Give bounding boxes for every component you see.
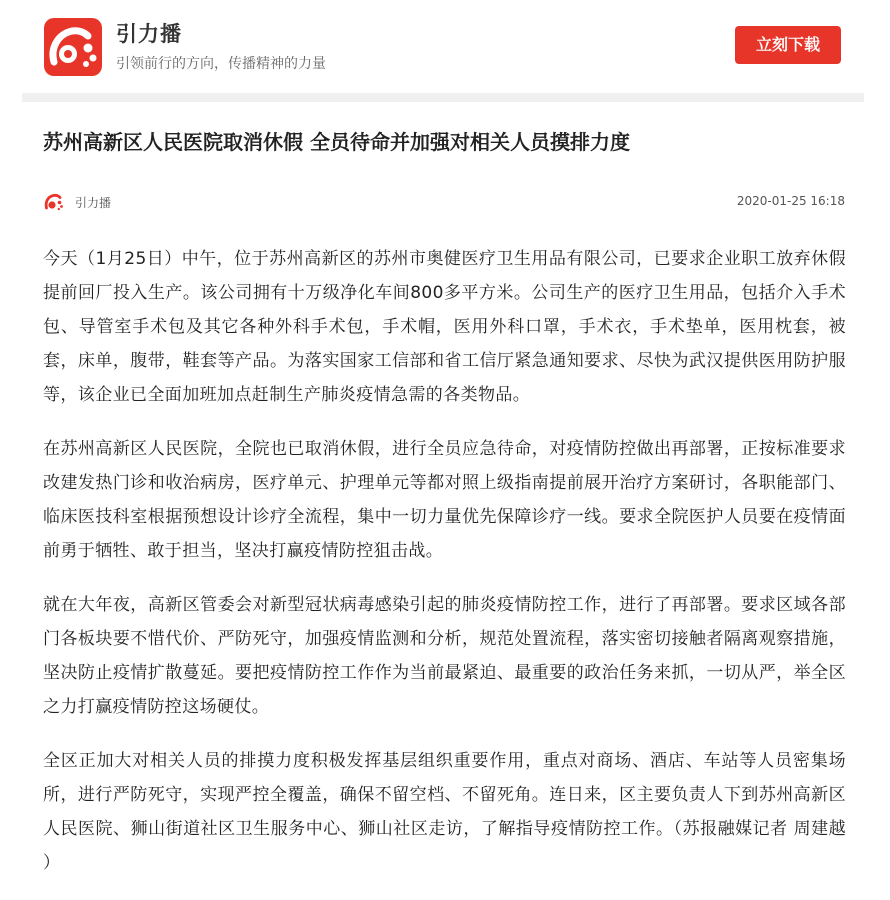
article-paragraph: 在苏州高新区人民医院，全院也已取消休假，进行全员应急待命，对疫情防控做出再部署，正按标准要求改建发热门诊和收治病房，医疗单元、护理单元等都对照上级指南提前展开治疗方案研讨，各职能部门、临床医技科室根据预想设计诊疗全流程，集中一切力量优先保障诊疗一线。要求全院医护人员要在疫情面前勇于牺牲、敢于担当，坚决打赢疫情防控狙击战。	[43, 439, 846, 561]
download-button[interactable]: 立刻下载	[735, 26, 841, 64]
brand-slogan: 引领前行的方向，传播精神的力量	[116, 56, 326, 72]
article-paragraph: 今天（1月25日）中午，位于苏州高新区的苏州市奥健医疗卫生用品有限公司，已要求企业职工放弃休假提前回厂投入生产。该公司拥有十万级净化车间800多平方米。公司生产的医疗卫生用品，包括介入手术包、导管室手术包及其它各种外科手术包，手术帽，医用外科口罩，手术衣，手术垫单，医用枕套，被套，床单，腹带，鞋套等产品。为落实国家工信部和省工信厅紧急通知要求、尽快为武汉提供医用防护服等，该企业已全面加班加点赶制生产肺炎疫情急需的各类物品。	[43, 249, 846, 405]
publish-time: 2020-01-25 16:18	[736, 194, 845, 208]
article-title: 苏州高新区人民医院取消休假 全员待命并加强对相关人员摸排力度	[43, 130, 630, 154]
app-header	[0, 0, 890, 100]
article-meta	[43, 190, 845, 214]
article-paragraph: 就在大年夜，高新区管委会对新型冠状病毒感染引起的肺炎疫情防控工作，进行了再部署。要求区域各部门各板块要不惜代价、严防死守，加强疫情监测和分析，规范处置流程，落实密切接触者隔离观察措施，坚决防止疫情扩散蔓延。要把疫情防控工作作为当前最紧迫、最重要的政治任务来抓，一切从严，举全区之力打赢疫情防控这场硬仗。	[43, 595, 846, 717]
brand-name: 引力播	[116, 22, 182, 46]
author-avatar-icon[interactable]	[43, 191, 65, 213]
yinlibo-logo-icon[interactable]	[44, 18, 102, 76]
header-divider	[22, 93, 864, 102]
article-paragraph: 全区正加大对相关人员的排摸力度积极发挥基层组织重要作用，重点对商场、酒店、车站等人员密集场所，进行严防死守，实现严控全覆盖，确保不留空档、不留死角。连日来，区主要负责人下到苏州高新区人民医院、狮山街道社区卫生服务中心、狮山社区走访，了解指导疫情防控工作。（苏报融媒记者 周建越 ）	[43, 751, 846, 873]
author-name[interactable]: 引力播	[75, 196, 112, 210]
logo-mark	[44, 18, 102, 76]
article-body	[43, 242, 846, 900]
